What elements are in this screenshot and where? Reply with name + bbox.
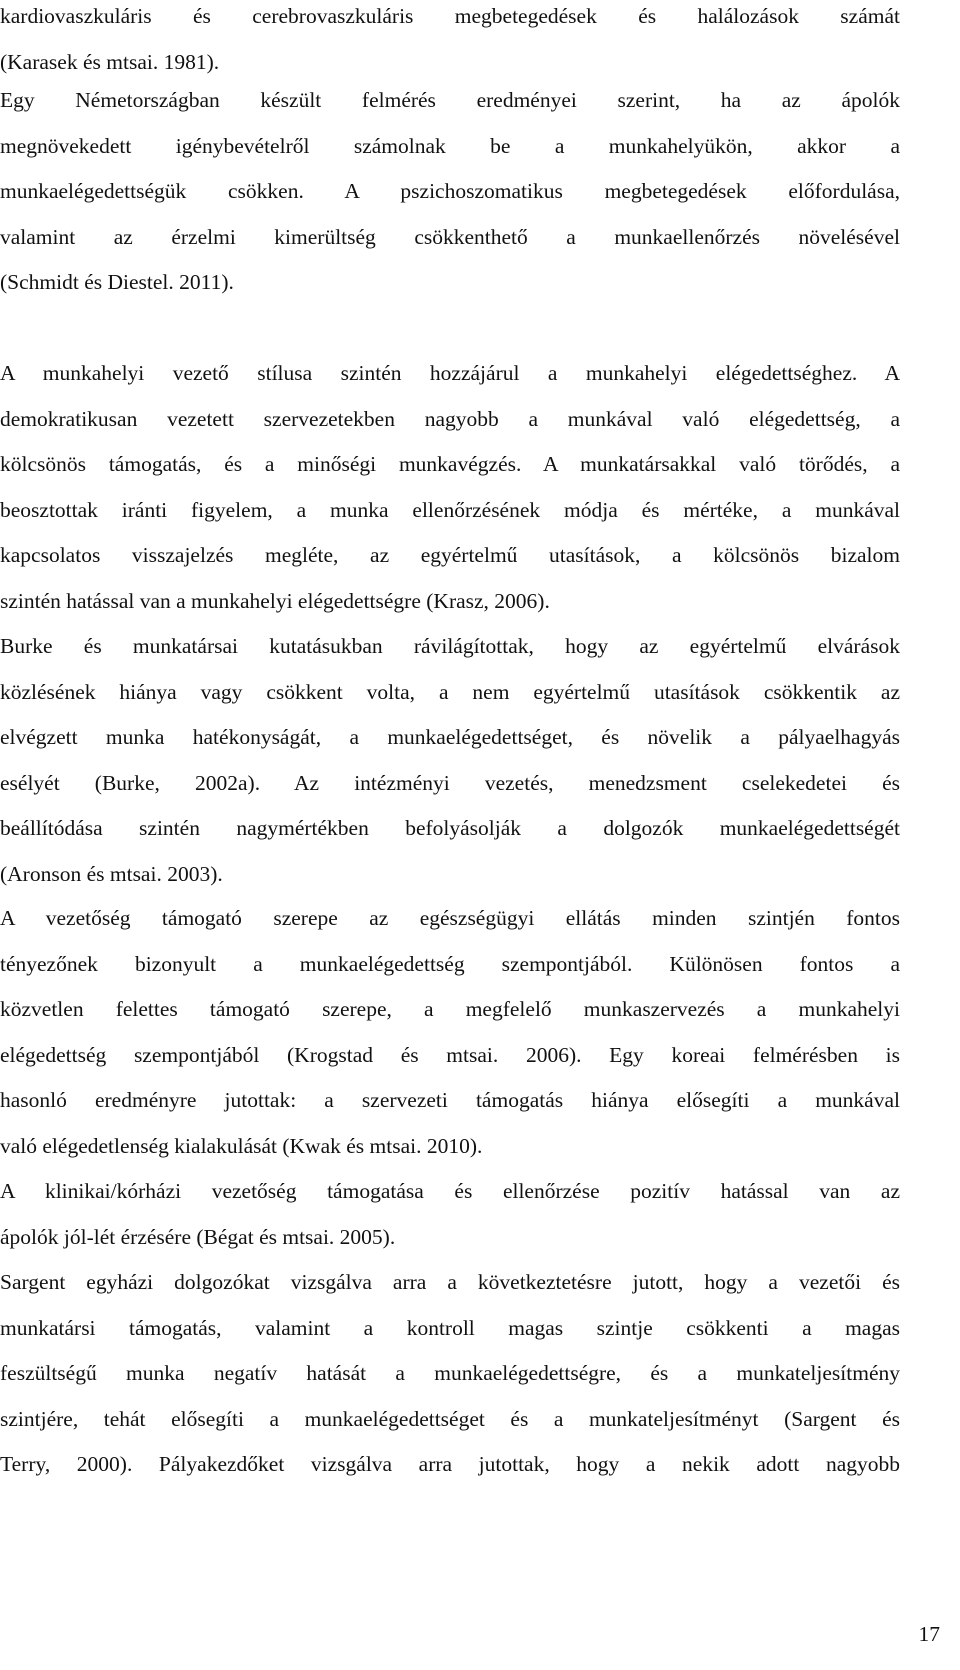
text-line: elégedettség szempontjából (Krogstad és mtsai. 2006). Egy koreai felmérésben is bbox=[0, 1042, 900, 1067]
text-line: Egy Németországban készült felmérés eredményei szerint, ha az ápolók bbox=[0, 88, 900, 112]
text-line: hasonló eredményre jutottak: a szervezeti támogatás hiánya elősegíti a munkával bbox=[0, 1088, 900, 1112]
text-line: ápolók jól-lét érzésére (Bégat és mtsai. 2005). bbox=[0, 1224, 396, 1249]
text-line: kölcsönös támogatás, és a minőségi munkavégzés. A munkatársakkal való törődés, a bbox=[0, 452, 900, 476]
text-line: beosztottak iránti figyelem, a munka ellenőrzésének módja és mértéke, a munkával bbox=[0, 497, 900, 522]
text-line: feszültségű munka negatív hatását a munkaelégedettségre, és a munkateljesítmény bbox=[0, 1361, 900, 1385]
text-line: A klinikai/kórházi vezetőség támogatása és ellenőrzése pozitív hatással van az bbox=[0, 1179, 900, 1203]
paragraph-4 bbox=[0, 624, 900, 897]
text-line: munkaelégedettségük csökken. A pszichoszomatikus megbetegedések előfordulása, bbox=[0, 179, 900, 203]
text-line: Terry, 2000). Pályakezdőket vizsgálva arra jutottak, hogy a nekik adott nagyobb bbox=[0, 1452, 900, 1476]
text-line: közlésének hiánya vagy csökkent volta, a nem egyértelmű utasítások csökkentik az bbox=[0, 679, 900, 704]
text-line: beállítódása szintén nagymértékben befolyásolják a dolgozók munkaelégedettségét bbox=[0, 816, 900, 840]
page-number: 17 bbox=[918, 1622, 940, 1646]
text-line: kardiovaszkuláris és cerebrovaszkuláris megbetegedések és halálozások számát bbox=[0, 4, 900, 28]
paragraph-2 bbox=[0, 78, 900, 306]
text-line: megnövekedett igénybevételről számolnak be a munkahelyükön, akkor a bbox=[0, 133, 900, 158]
text-line: (Karasek és mtsai. 1981). bbox=[0, 49, 220, 74]
text-line: (Schmidt és Diestel. 2011). bbox=[0, 270, 234, 294]
text-line: demokratikusan vezetett szervezetekben nagyobb a munkával való elégedettség, a bbox=[0, 406, 900, 431]
paragraph-3 bbox=[0, 351, 900, 624]
text-line: valamint az érzelmi kimerültség csökkenthető a munkaellenőrzés növelésével bbox=[0, 224, 900, 249]
text-line: Sargent egyházi dolgozókat vizsgálva arra a következtetésre jutott, hogy a vezetői és bbox=[0, 1270, 900, 1294]
text-line: tényezőnek bizonyult a munkaelégedettség szempontjából. Különösen fontos a bbox=[0, 951, 900, 976]
paragraph-5 bbox=[0, 896, 900, 1169]
paragraph-7 bbox=[0, 1260, 900, 1488]
text-line: munkatársi támogatás, valamint a kontroll magas szintje csökkenti a magas bbox=[0, 1315, 900, 1340]
text-line: (Aronson és mtsai. 2003). bbox=[0, 861, 223, 886]
text-line: szintjére, tehát elősegíti a munkaelégedettséget és a munkateljesítményt (Sargent és bbox=[0, 1406, 900, 1431]
text-line: Burke és munkatársai kutatásukban rávilágítottak, hogy az egyértelmű elvárások bbox=[0, 634, 900, 658]
paragraph-6 bbox=[0, 1169, 900, 1260]
text-line: közvetlen felettes támogató szerepe, a megfelelő munkaszervezés a munkahelyi bbox=[0, 997, 900, 1021]
text-line: kapcsolatos visszajelzés megléte, az egyértelmű utasítások, a kölcsönös bizalom bbox=[0, 543, 900, 567]
text-line: szintén hatással van a munkahelyi elégedettségre (Krasz, 2006). bbox=[0, 588, 550, 613]
text-line: A munkahelyi vezető stílusa szintén hozzájárul a munkahelyi elégedettséghez. A bbox=[0, 361, 900, 385]
paragraph-1 bbox=[0, 0, 900, 85]
text-line: esélyét (Burke, 2002a). Az intézményi vezetés, menedzsment cselekedetei és bbox=[0, 770, 900, 795]
text-line: való elégedetlenség kialakulását (Kwak és mtsai. 2010). bbox=[0, 1133, 483, 1158]
text-line: elvégzett munka hatékonyságát, a munkaelégedettséget, és növelik a pályaelhagyás bbox=[0, 725, 900, 749]
text-line: A vezetőség támogató szerepe az egészségügyi ellátás minden szintjén fontos bbox=[0, 906, 900, 930]
